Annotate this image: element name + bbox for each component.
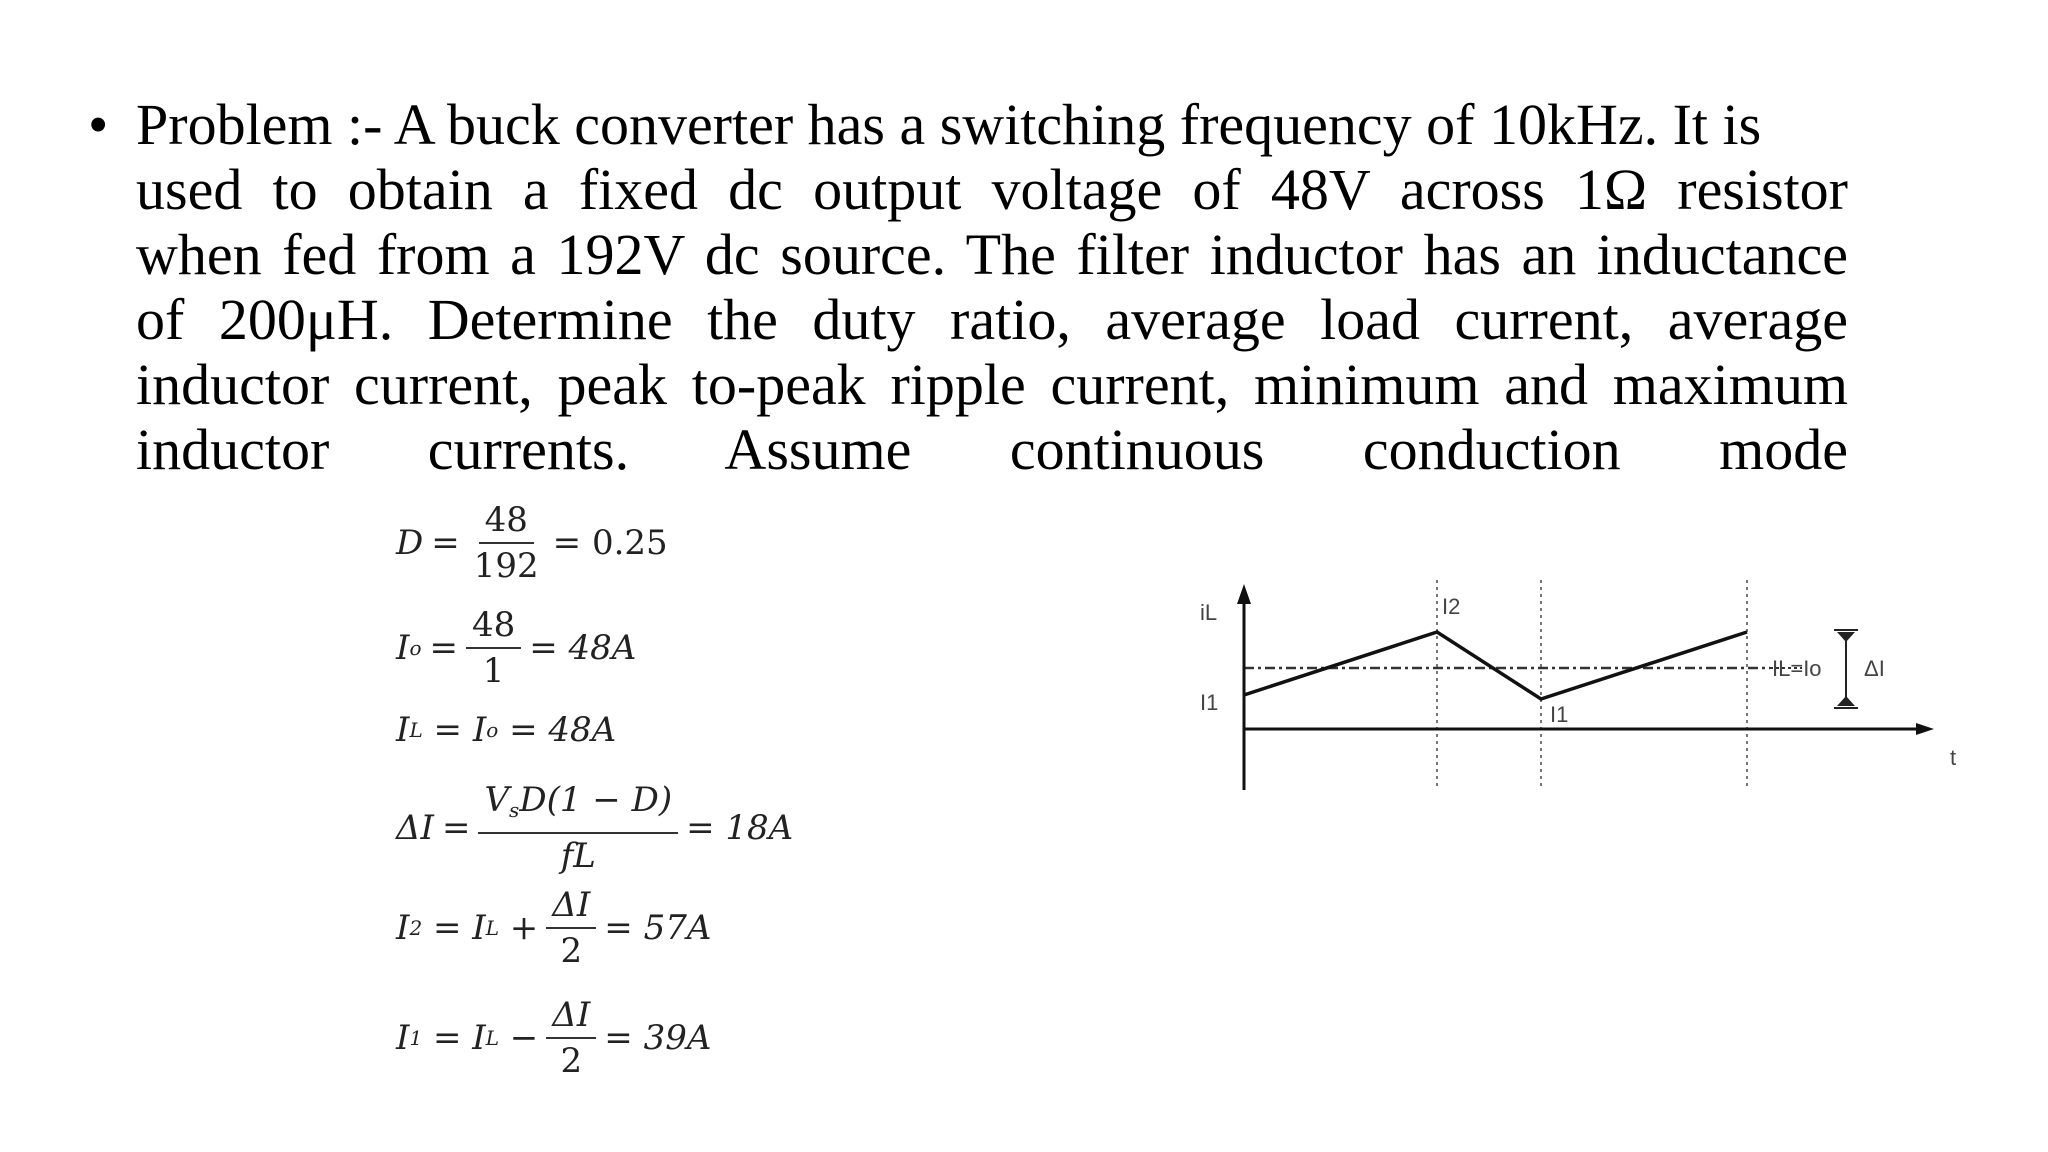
inductor-current-equation: I L = I o = 48A	[396, 710, 617, 750]
problem-text	[136, 92, 1848, 482]
label-avg-current: IL=Io	[1772, 656, 1822, 681]
label-i1-bottom: I1	[1550, 702, 1569, 727]
delta-top-arrow-icon	[1837, 632, 1855, 642]
x-axis-arrow-icon	[1916, 723, 1934, 735]
label-delta-i: ΔI	[1864, 656, 1885, 681]
x-axis-label: t	[1950, 745, 1957, 770]
y-axis-label: iL	[1200, 600, 1218, 625]
label-i2: I2	[1442, 594, 1461, 619]
bullet-marker: •	[88, 92, 109, 157]
problem-line-3: when fed from a 192V dc source. The filter inductor has an inductance	[136, 222, 1848, 287]
problem-line-1: Problem :- A buck converter has a switching frequency of 10kHz. It is	[136, 92, 1762, 157]
y-axis-arrow-icon	[1237, 584, 1251, 604]
solution-equations	[396, 500, 956, 1090]
problem-line-5: inductor current, peak to-peak ripple current, minimum and maximum	[136, 352, 1848, 417]
problem-line-2: used to obtain a fixed dc output voltage of 48V across 1Ω resistor	[136, 157, 1848, 222]
min-current-equation: I 1 = I L − $\frac{\Delta I}{2}$ = 39A	[396, 995, 712, 1081]
ripple-waveform-line	[1244, 632, 1747, 699]
problem-line-6: inductor currents. Assume continuous conduction mode	[136, 417, 1848, 482]
inductor-current-waveform	[1180, 560, 1980, 810]
ripple-current-equation: ΔI = $\frac{V_sD(1 - D)}{fL}$ = 18A	[396, 780, 794, 876]
duty-ratio-equation: D = $\frac{48}{192}$ = 0.25	[396, 500, 668, 586]
problem-line-4: of 200μH. Determine the duty ratio, average load current, average	[136, 287, 1848, 352]
label-i1-left: I1	[1200, 690, 1219, 715]
max-current-equation: I 2 = I L + $\frac{\Delta I}{2}$ = 57A	[396, 885, 712, 971]
delta-bottom-arrow-icon	[1837, 696, 1855, 706]
load-current-equation: I o = $\frac{48}{1}$ = 48A	[396, 605, 637, 691]
